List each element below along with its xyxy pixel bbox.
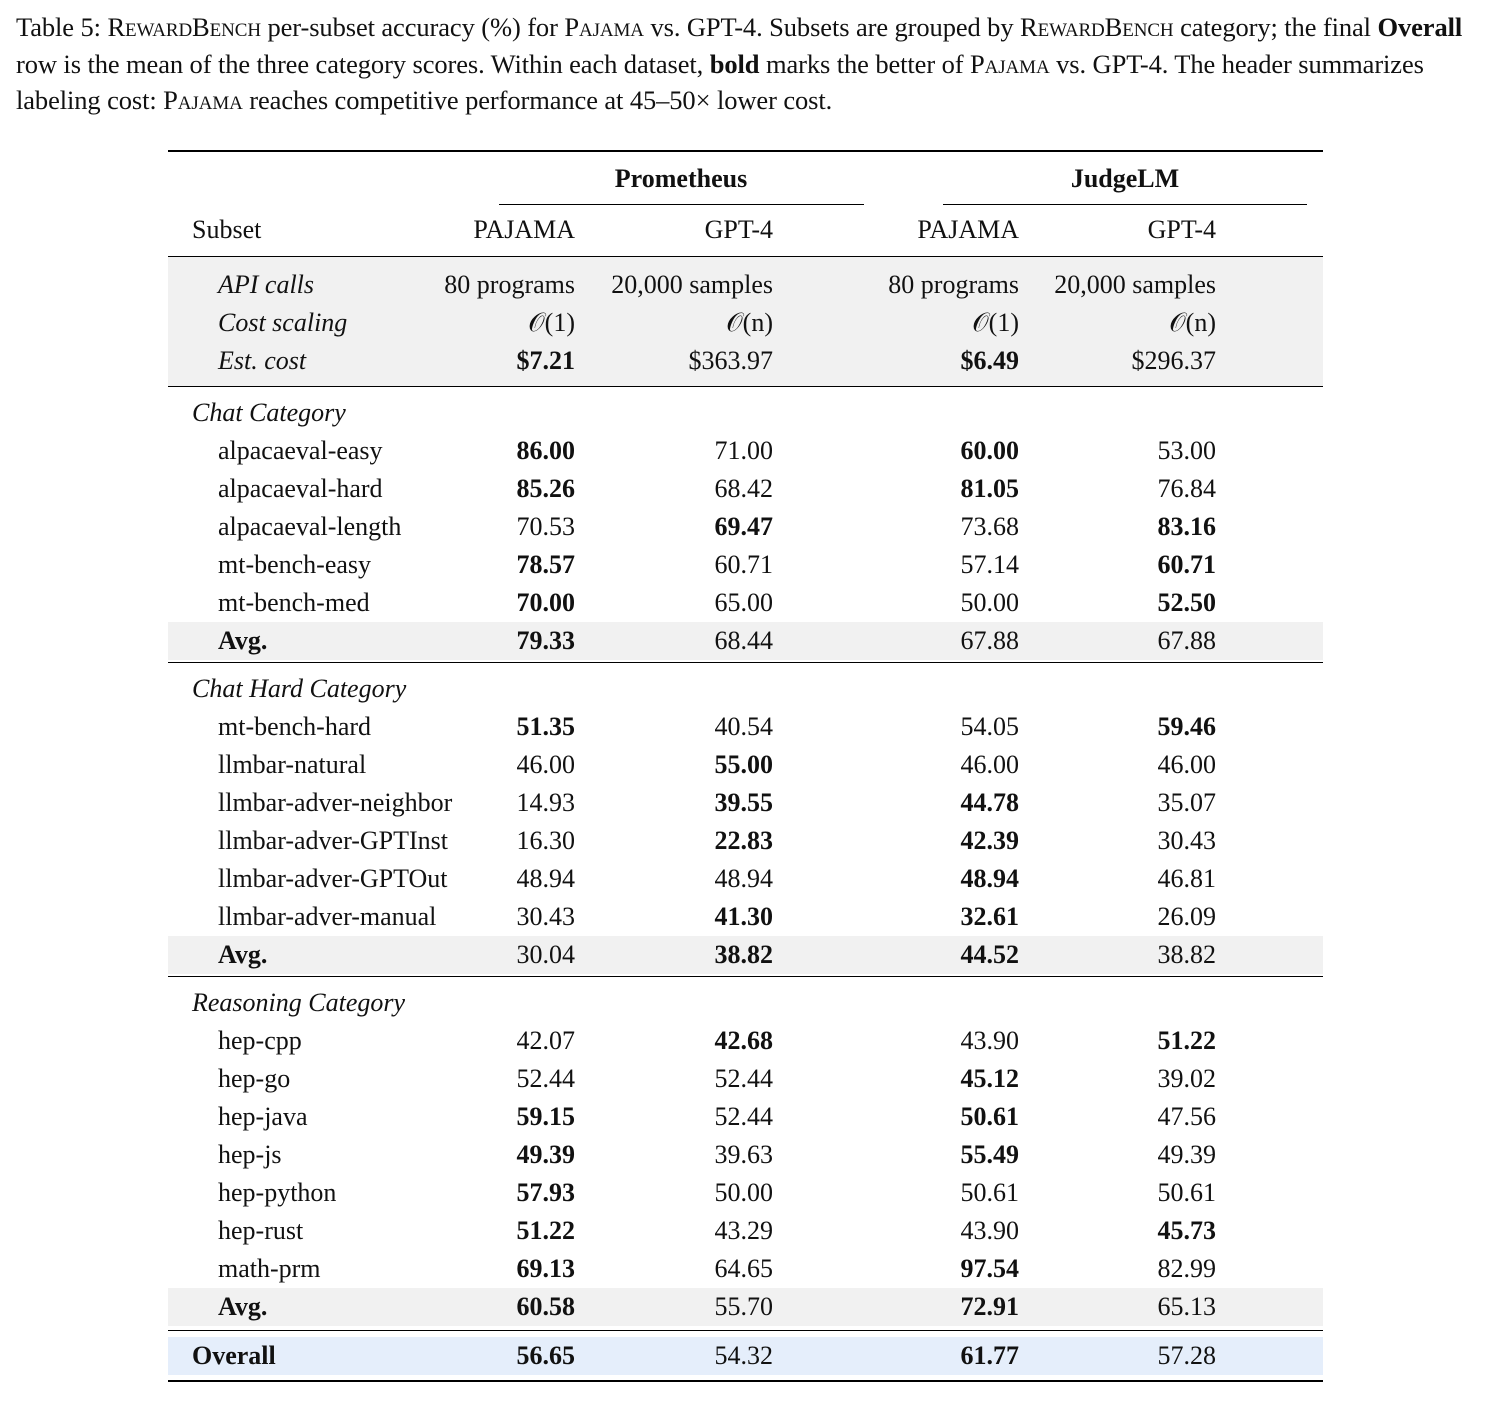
- table-row: [168, 860, 1323, 898]
- table-row-label: hep-cpp: [218, 1026, 302, 1055]
- cell-value: 55.49: [960, 1140, 1019, 1169]
- cell-value: 61.77: [960, 1341, 1019, 1370]
- table-row: [168, 508, 1323, 546]
- section-title-row: [168, 394, 1323, 432]
- cell-value: 60.71: [714, 550, 773, 579]
- cell-value: 35.07: [1157, 788, 1216, 817]
- cell-value: $6.49: [960, 346, 1019, 375]
- table-row-label: alpacaeval-hard: [218, 474, 383, 503]
- table-row-label: hep-go: [218, 1064, 291, 1093]
- cell-value: 𝒪(n): [726, 307, 774, 337]
- column-header-label: PAJAMA: [473, 215, 576, 244]
- cell-value: 30.04: [516, 940, 575, 969]
- table-row: [168, 1250, 1323, 1288]
- cell-value: 68.42: [714, 474, 773, 503]
- avg-row: [168, 1288, 1323, 1326]
- cell-value: 78.57: [516, 550, 575, 579]
- section-title: Chat Hard Category: [192, 674, 407, 703]
- table-row-label: llmbar-adver-neighbor: [218, 788, 453, 817]
- section-title-row: [168, 984, 1323, 1022]
- table-row-label: llmbar-natural: [218, 750, 367, 779]
- cost-row-label: API calls: [218, 270, 315, 299]
- table-row-label: llmbar-adver-GPTInst: [218, 826, 449, 855]
- cell-value: 39.63: [714, 1140, 773, 1169]
- cell-value: 79.33: [516, 626, 575, 655]
- cell-value: 32.61: [960, 902, 1019, 931]
- cell-value: 57.93: [516, 1178, 575, 1207]
- cost-row: [168, 304, 1323, 342]
- cell-value: 67.88: [1157, 626, 1216, 655]
- table-row: [168, 584, 1323, 622]
- cell-value: 60.00: [960, 436, 1019, 465]
- cell-value: 𝒪(1): [972, 307, 1020, 337]
- row-spacer: [168, 387, 1323, 394]
- table-row-label: hep-js: [218, 1140, 282, 1169]
- table-row: [168, 546, 1323, 584]
- cell-value: 43.90: [960, 1216, 1019, 1245]
- cell-value: 20,000 samples: [1054, 270, 1217, 299]
- cell-value: 71.00: [714, 436, 773, 465]
- cell-value: 52.44: [714, 1064, 773, 1093]
- cell-value: 44.52: [960, 940, 1019, 969]
- cell-value: 65.13: [1157, 1292, 1216, 1321]
- cell-value: 38.82: [1157, 940, 1216, 969]
- cell-value: 42.68: [714, 1026, 773, 1055]
- cell-value: 30.43: [1157, 826, 1216, 855]
- table-row: [168, 1098, 1323, 1136]
- cell-value: 67.88: [960, 626, 1019, 655]
- table-row-label: hep-python: [218, 1178, 337, 1207]
- cell-value: 52.44: [714, 1102, 773, 1131]
- cell-value: 46.00: [960, 750, 1019, 779]
- table-row-label: math-prm: [218, 1254, 321, 1283]
- table-row: [168, 898, 1323, 936]
- cell-value: 50.61: [1157, 1178, 1216, 1207]
- cell-value: 69.13: [516, 1254, 575, 1283]
- table-row: [168, 784, 1323, 822]
- cell-value: 42.39: [960, 826, 1019, 855]
- cell-value: 80 programs: [888, 270, 1020, 299]
- cell-value: 22.83: [714, 826, 773, 855]
- cell-value: 45.73: [1157, 1216, 1216, 1245]
- double-rule: [168, 1330, 1323, 1337]
- cell-value: 45.12: [960, 1064, 1019, 1093]
- table-row: [168, 470, 1323, 508]
- table-row-label: hep-rust: [218, 1216, 304, 1245]
- cell-value: 46.81: [1157, 864, 1216, 893]
- cell-value: 47.56: [1157, 1102, 1216, 1131]
- section-title: Reasoning Category: [192, 988, 406, 1017]
- overall-row-label: Overall: [192, 1341, 276, 1370]
- avg-row: [168, 936, 1323, 974]
- cell-value: 57.28: [1157, 1341, 1216, 1370]
- cell-value: 76.84: [1157, 474, 1216, 503]
- results-table: [168, 150, 1323, 1382]
- cell-value: 55.70: [714, 1292, 773, 1321]
- cell-value: 59.15: [516, 1102, 575, 1131]
- table-row-label: alpacaeval-length: [218, 512, 402, 541]
- cell-value: 49.39: [516, 1140, 575, 1169]
- cell-value: 70.00: [516, 588, 575, 617]
- column-header-row: [168, 204, 1323, 256]
- table-row: [168, 432, 1323, 470]
- table-caption: Table 5: RewardBench per-subset accuracy (%) for Pajama vs. GPT-4. Subsets are grouped by RewardBench category; the final Overall row is the mean of the three category scores. Within each dataset, bold marks the better of Pajama vs. GPT-4. The header summarizes labeling cost: Pajama reaches competitive performance at 45–50× lower cost.: [16, 12, 1463, 115]
- group-header-judgelm: JudgeLM: [1070, 164, 1180, 193]
- cell-value: 50.00: [714, 1178, 773, 1207]
- cell-value: 42.07: [516, 1026, 575, 1055]
- cell-value: 46.00: [516, 750, 575, 779]
- cell-value: 55.00: [714, 750, 773, 779]
- overall-row: [168, 1337, 1323, 1375]
- cell-value: 52.44: [516, 1064, 575, 1093]
- cell-value: 86.00: [516, 436, 575, 465]
- cell-value: $7.21: [516, 346, 575, 375]
- cell-value: $296.37: [1131, 346, 1216, 375]
- cell-value: 57.14: [960, 550, 1019, 579]
- subset-header: Subset: [192, 215, 262, 244]
- table-row-label: llmbar-adver-manual: [218, 902, 437, 931]
- cell-value: 73.68: [960, 512, 1019, 541]
- cell-value: 82.99: [1157, 1254, 1216, 1283]
- cell-value: 14.93: [516, 788, 575, 817]
- column-header-label: GPT-4: [704, 215, 774, 244]
- cell-value: 51.22: [516, 1216, 575, 1245]
- table-row: [168, 746, 1323, 784]
- avg-row: [168, 622, 1323, 660]
- cell-value: 83.16: [1157, 512, 1216, 541]
- cell-value: 60.71: [1157, 550, 1216, 579]
- cell-value: 43.29: [714, 1216, 773, 1245]
- table-row-label: mt-bench-easy: [218, 550, 372, 579]
- cell-value: 39.02: [1157, 1064, 1216, 1093]
- avg-row-label: Avg.: [218, 626, 268, 655]
- table-row: [168, 1060, 1323, 1098]
- cell-value: 50.61: [960, 1102, 1019, 1131]
- row-spacer: [168, 663, 1323, 670]
- avg-row-label: Avg.: [218, 940, 268, 969]
- cost-row: [168, 266, 1323, 304]
- cell-value: 50.00: [960, 588, 1019, 617]
- cell-value: 20,000 samples: [611, 270, 774, 299]
- table-row-label: alpacaeval-easy: [218, 436, 383, 465]
- cell-value: 97.54: [960, 1254, 1019, 1283]
- cell-value: 39.55: [714, 788, 773, 817]
- cell-value: 64.65: [714, 1254, 773, 1283]
- avg-row-label: Avg.: [218, 1292, 268, 1321]
- cell-value: 38.82: [714, 940, 773, 969]
- cell-value: 43.90: [960, 1026, 1019, 1055]
- cell-value: 54.32: [714, 1341, 773, 1370]
- cell-value: 16.30: [516, 826, 575, 855]
- cell-value: 49.39: [1157, 1140, 1216, 1169]
- cell-value: 26.09: [1157, 902, 1216, 931]
- section-title-row: [168, 670, 1323, 708]
- cell-value: 85.26: [516, 474, 575, 503]
- group-header-prometheus: Prometheus: [614, 164, 748, 193]
- cell-value: 68.44: [714, 626, 773, 655]
- row-spacer: [168, 977, 1323, 984]
- cell-value: 40.54: [714, 712, 773, 741]
- cost-row: [168, 342, 1323, 380]
- table-row: [168, 708, 1323, 746]
- table-rule: [168, 1380, 1323, 1382]
- cell-value: 51.22: [1157, 1026, 1216, 1055]
- table-row-label: hep-java: [218, 1102, 308, 1131]
- cell-value: 48.94: [516, 864, 575, 893]
- cell-value: 48.94: [960, 864, 1019, 893]
- cell-value: 𝒪(n): [1169, 307, 1217, 337]
- table-row: [168, 822, 1323, 860]
- cell-value: 56.65: [516, 1341, 575, 1370]
- cell-value: 52.50: [1157, 588, 1216, 617]
- cell-value: 53.00: [1157, 436, 1216, 465]
- cell-value: 44.78: [960, 788, 1019, 817]
- cell-value: 81.05: [960, 474, 1019, 503]
- table-row: [168, 1212, 1323, 1250]
- cell-value: 41.30: [714, 902, 773, 931]
- cell-value: 70.53: [516, 512, 575, 541]
- table-row-label: mt-bench-med: [218, 588, 370, 617]
- cell-value: 30.43: [516, 902, 575, 931]
- table-row-label: llmbar-adver-GPTOut: [218, 864, 448, 893]
- cell-value: 60.58: [516, 1292, 575, 1321]
- cell-value: 65.00: [714, 588, 773, 617]
- cell-value: 80 programs: [444, 270, 576, 299]
- cell-value: 59.46: [1157, 712, 1216, 741]
- cell-value: 51.35: [516, 712, 575, 741]
- section-title: Chat Category: [192, 398, 346, 427]
- cell-value: 69.47: [714, 512, 773, 541]
- cell-value: 46.00: [1157, 750, 1216, 779]
- cost-block: [168, 257, 1323, 386]
- group-header-row: [168, 152, 1323, 204]
- cell-value: 54.05: [960, 712, 1019, 741]
- cell-value: 48.94: [714, 864, 773, 893]
- table-row: [168, 1022, 1323, 1060]
- table-row: [168, 1136, 1323, 1174]
- column-header-label: PAJAMA: [917, 215, 1020, 244]
- cell-value: 𝒪(1): [528, 307, 576, 337]
- cell-value: $363.97: [688, 346, 773, 375]
- cost-row-label: Est. cost: [218, 346, 307, 375]
- column-header-label: GPT-4: [1147, 215, 1217, 244]
- table-row: [168, 1174, 1323, 1212]
- cost-row-label: Cost scaling: [218, 308, 348, 337]
- table-row-label: mt-bench-hard: [218, 712, 372, 741]
- cell-value: 50.61: [960, 1178, 1019, 1207]
- cell-value: 72.91: [960, 1292, 1019, 1321]
